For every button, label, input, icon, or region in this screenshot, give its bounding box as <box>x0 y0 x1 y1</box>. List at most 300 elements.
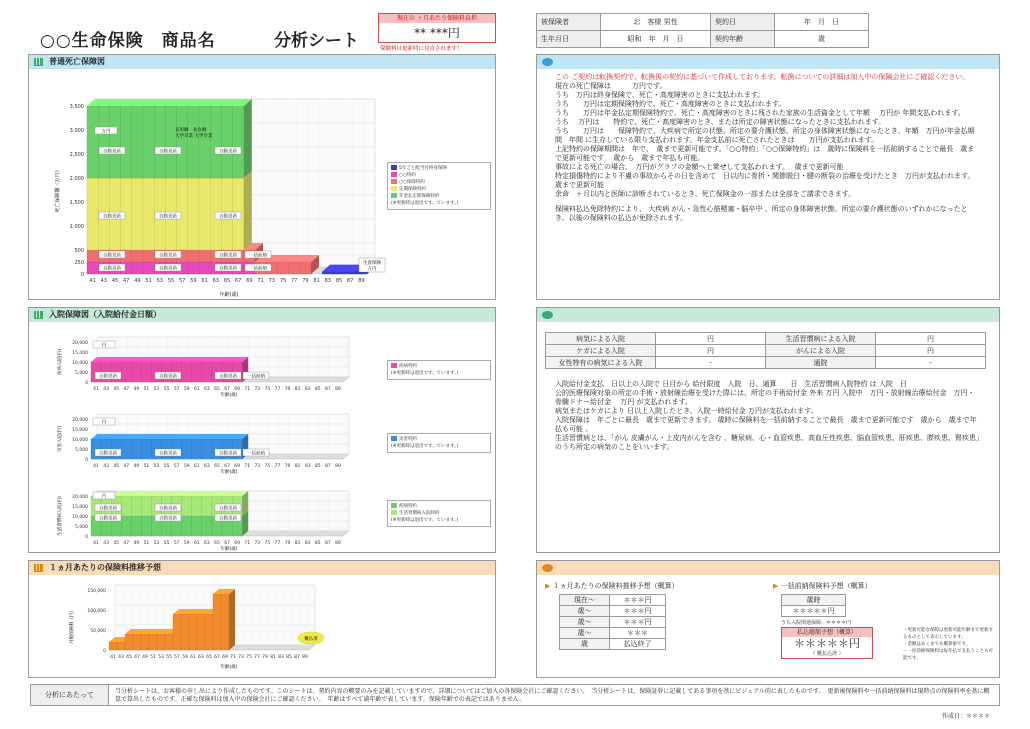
analysis-footer <box>30 684 1000 706</box>
insured-label: 被保険者 <box>537 14 601 31</box>
table-cell: 病気による入院 <box>546 333 656 345</box>
x-tick-label: 53 <box>156 278 163 284</box>
chip-label: 自動更新 <box>219 214 237 220</box>
monthly-estimate-title: ▶ １ヵ月あたりの保険料推移予想（概算） <box>545 582 679 590</box>
chip-label: 万円 <box>101 129 111 135</box>
bar-segment <box>143 106 154 178</box>
x-tick-label: 71 <box>257 278 264 284</box>
x-tick-label: 87 <box>325 387 331 392</box>
bar-segment <box>345 272 356 274</box>
chip-label: 自動更新 <box>219 451 237 457</box>
bar-side <box>244 171 252 250</box>
bar-segment <box>192 439 202 459</box>
bar-segment <box>189 614 197 650</box>
explanation-line: 現在の死亡保障は 万円です。 <box>555 82 667 90</box>
chip-label: 自動更新 <box>219 266 237 272</box>
x-axis-label: 年齢(歳) <box>220 393 238 398</box>
x-tick-label: 83 <box>324 278 331 284</box>
hospital-benefit-table <box>545 332 986 369</box>
bar-segment <box>213 594 221 650</box>
y-axis-label: 生活習慣病入院(円) <box>58 496 63 536</box>
hospital-panel <box>28 307 496 553</box>
x-tick-label: 87 <box>294 655 300 660</box>
x-tick-label: 59 <box>190 278 197 284</box>
x-tick-label: 69 <box>234 387 241 392</box>
x-tick-label: 79 <box>284 541 291 546</box>
x-tick-label: 69 <box>246 278 253 284</box>
table-row <box>560 606 666 617</box>
accident-hospital-chart <box>29 403 409 475</box>
chip-label: 自動更新 <box>159 516 177 522</box>
lump-inner-note: うち入院関連保障：＊＊＊＊円 <box>781 620 852 626</box>
x-tick-label: 77 <box>291 278 298 284</box>
total-estimate-box <box>781 627 873 659</box>
x-tick-label: 43 <box>100 278 107 284</box>
bar-segment <box>277 262 288 274</box>
explanation-line: 特定損傷特約により不慮の事故からその日を含めて 日以内に骨折・関節脱臼・腱の断裂の治療を受けたとき 万円が支払われます。 歳まで更新可能 <box>555 172 985 189</box>
pension-label: 万円 <box>367 267 377 272</box>
x-tick-label: 45 <box>113 541 120 546</box>
x-tick-label: 61 <box>193 541 200 546</box>
x-tick-label: 73 <box>254 464 261 469</box>
chip-label: 自動更新 <box>159 374 177 380</box>
x-tick-label: 83 <box>304 541 311 546</box>
explanation-line: うち 万円は年金払定期保険特約で、死亡・高度障害のときに残された家族の生活資金として年額 万円が 年間支払われます。 <box>555 109 965 117</box>
x-tick-label: 81 <box>294 387 301 392</box>
x-tick-label: 63 <box>204 541 210 546</box>
chip-label: 自動更新 <box>103 253 121 259</box>
y-tick-label: 2,000 <box>69 176 84 182</box>
death-explanation <box>537 69 999 223</box>
bar-segment <box>188 178 199 250</box>
table-row <box>546 357 986 369</box>
x-tick-label: 57 <box>173 541 180 546</box>
x-tick-label: 71 <box>230 655 236 660</box>
legend-note: (※更新時は退出です、ています。) <box>391 518 459 523</box>
x-tick-label: 53 <box>153 387 160 392</box>
premium-value: ** ***円 <box>414 26 460 40</box>
chip-label: 円 <box>101 343 107 349</box>
x-tick-label: 55 <box>163 387 170 392</box>
explanation-line: 余命 ヶ月以内と医師に診断されているとき、死亡保険金の一部または全部をご請求できます。 <box>555 190 856 198</box>
y-axis-label: 災害入院(円) <box>58 425 63 453</box>
x-tick-label: 51 <box>143 541 150 546</box>
x-tick-label: 47 <box>123 541 130 546</box>
table-cell: 円 <box>656 333 766 345</box>
bar-segment <box>192 496 202 516</box>
bar-chart-icon <box>34 564 43 572</box>
paid-label: 概払済 <box>304 637 318 642</box>
x-tick-label: 67 <box>224 387 230 392</box>
x-tick-label: 51 <box>143 464 150 469</box>
x-tick-label: 59 <box>183 541 190 546</box>
bar-segment <box>165 106 176 178</box>
sheet-title: 分析シート <box>274 31 359 51</box>
chip-label: 自動更新 <box>159 214 177 220</box>
bar-segment <box>131 439 141 459</box>
x-tick-label: 79 <box>284 464 291 469</box>
y-tick-label: 3,500 <box>69 104 84 110</box>
x-tick-label: 89 <box>335 387 341 392</box>
table-cell: - <box>876 357 986 369</box>
death-panel-title: 普通死亡保障図 <box>49 57 105 66</box>
bar-segment <box>109 106 120 178</box>
x-tick-label: 61 <box>190 655 196 660</box>
chip-label: 自動更新 <box>103 149 121 155</box>
legend-item: 定期保険特約 <box>391 186 487 193</box>
x-tick-label: 55 <box>163 541 170 546</box>
x-tick-label: 59 <box>182 655 188 660</box>
y-tick-label: 15,000 <box>72 428 88 433</box>
x-tick-label: 71 <box>244 464 251 469</box>
x-tick-label: 85 <box>314 387 321 392</box>
bar-segment <box>154 106 165 178</box>
chip-label: 自動更新 <box>159 253 177 259</box>
x-tick-label: 43 <box>118 655 124 660</box>
x-tick-label: 73 <box>238 655 244 660</box>
y-axis-label: 死亡保障額（万円） <box>55 167 61 213</box>
speech-bubble-icon <box>542 58 553 66</box>
x-tick-label: 79 <box>302 278 309 284</box>
chip-label: 自動更新 <box>219 506 237 512</box>
lump-estimate-title: ▶ 一括前納保険料予想（概算） <box>773 582 872 590</box>
y-tick-label: 100,000 <box>87 609 106 614</box>
bar-segment <box>165 634 173 650</box>
disease-legend <box>387 360 491 380</box>
bar-segment <box>143 262 154 274</box>
death-protection-panel <box>28 54 496 300</box>
table-cell: 生活習慣病による入院 <box>766 333 876 345</box>
bar-segment <box>202 496 212 516</box>
birth-value: 昭和 年 月 日 <box>601 31 711 48</box>
disease-hospital-chart <box>29 326 409 398</box>
chip-label: 自動更新 <box>99 516 117 522</box>
y-tick-label: 2,500 <box>69 152 84 158</box>
explanation-line: 上記特約の保障期間は 年で、 歳まで更新可能です。「○○特約」「○○保障特約」は 歳時に保険料を一括前納することで最長 歳まで更新可能です 歳から 歳まで年払も可能。 <box>555 145 975 162</box>
explanation-line: 公的医療保険対象の所定の手術・放射線治療を受けた際には、所定の手術給付金 外来 万円 入院中 万円・放射線治療給付金 万円・骨髄ドナー給付金 万円 が支払われます。 <box>555 389 975 406</box>
estimate-panel <box>536 560 1000 678</box>
death-panel-header <box>29 55 495 69</box>
x-tick-label: 65 <box>214 541 220 546</box>
legend-item: 5年ごと配当付終身保険 <box>391 165 487 172</box>
chip-label: 一括前納 <box>247 451 265 457</box>
x-tick-label: 67 <box>235 278 242 284</box>
note-line: ・一括前納保険料は毎年払で支払うことも可能です。 <box>903 649 993 661</box>
age-marker-label: 長男継 長女継 <box>175 128 207 133</box>
bar-segment <box>98 106 109 178</box>
x-tick-label: 57 <box>173 387 180 392</box>
x-tick-label: 75 <box>264 387 271 392</box>
x-tick-label: 53 <box>153 464 160 469</box>
bar-segment <box>188 106 199 178</box>
chip-label: 自動更新 <box>219 374 237 380</box>
x-tick-label: 89 <box>302 655 308 660</box>
lump-age: 歳時 <box>782 595 846 606</box>
bar-segment <box>141 496 151 516</box>
hospital-text-header <box>537 308 999 322</box>
bar-side <box>229 589 235 650</box>
premium-panel <box>28 560 496 678</box>
x-tick-label: 85 <box>286 655 292 660</box>
x-tick-label: 55 <box>167 278 175 284</box>
explanation-line: うち 万円は終身保険で、死亡・高度障害のときに支払われます。 <box>555 91 765 99</box>
x-tick-label: 51 <box>150 655 156 660</box>
x-tick-label: 41 <box>93 464 99 469</box>
bar-chart-icon <box>34 311 43 319</box>
y-tick-label: 15,000 <box>72 505 88 510</box>
bar-segment <box>192 362 202 382</box>
bar-segment <box>199 250 210 262</box>
table-row <box>546 345 986 357</box>
bar-segment <box>181 614 189 650</box>
birth-label: 生年月日 <box>537 31 601 48</box>
chip-label: 自動更新 <box>99 451 117 457</box>
table-cell: 歳～ <box>560 606 610 617</box>
table-cell: がんによる入院 <box>766 345 876 357</box>
bar-segment <box>131 496 141 516</box>
x-tick-label: 61 <box>193 464 200 469</box>
x-tick-label: 69 <box>234 464 241 469</box>
chip-label: 自動更新 <box>159 451 177 457</box>
legend-item: 災害特約 <box>391 436 487 443</box>
hospital-explanation <box>537 376 999 452</box>
x-tick-label: 79 <box>262 655 268 660</box>
bar-segment <box>132 178 143 250</box>
bar-segment <box>141 362 151 382</box>
lifestyle-hospital-chart <box>29 480 409 552</box>
x-tick-label: 49 <box>134 278 141 284</box>
table-row <box>560 639 666 650</box>
chip-label: 自動更新 <box>99 506 117 512</box>
hospital-panel-header <box>29 308 495 322</box>
chip-label: 自動更新 <box>159 506 177 512</box>
explanation-line: 入院給付金支払 日以上の入院で 日目から 給付限度 入院 日、通算 日 生活習慣病入院特約 は 入院 日 <box>555 380 907 388</box>
table-cell: 払込終了 <box>610 639 666 650</box>
table-cell: - <box>656 357 766 369</box>
x-tick-label: 47 <box>123 464 130 469</box>
note-line: ・更新可能な保障は更新可能年齢まで更新するものとして表示しています。 <box>903 628 993 640</box>
bar-segment <box>333 272 344 274</box>
x-tick-label: 63 <box>198 655 204 660</box>
bar-segment <box>121 516 131 536</box>
bar-segment <box>121 362 131 382</box>
x-tick-label: 79 <box>284 387 291 392</box>
x-tick-label: 45 <box>111 278 119 284</box>
y-tick-label: 5,000 <box>75 525 88 530</box>
explanation-line: 事故による死亡の場合、 万円がグラフの金額へ上乗せして支払われます。 歳まで更新可能 <box>555 163 844 171</box>
y-axis-label: 疾病入院(円) <box>58 348 63 376</box>
y-tick-label: 5,000 <box>75 448 88 453</box>
x-tick-label: 67 <box>214 655 220 660</box>
table-cell: 円 <box>876 345 986 357</box>
legend-item: ○○保障特約 <box>391 179 487 186</box>
premium-chart <box>29 576 495 678</box>
bar-segment <box>121 106 132 178</box>
premium-panel-header <box>29 561 495 575</box>
bar-segment <box>87 250 98 262</box>
x-tick-label: 51 <box>143 387 150 392</box>
x-tick-label: 87 <box>347 278 354 284</box>
creation-date: 作成日：＊＊＊＊ <box>942 713 991 720</box>
bar-side <box>244 99 252 178</box>
x-tick-label: 55 <box>166 655 172 660</box>
bar-segment <box>197 614 205 650</box>
pension-label: 生涯保険 <box>363 261 381 266</box>
lump-amount: ＊＊＊＊＊円 <box>782 606 846 617</box>
x-tick-label: 59 <box>183 387 190 392</box>
x-tick-label: 43 <box>103 541 109 546</box>
table-cell: 円 <box>656 345 766 357</box>
bar-segment <box>141 439 151 459</box>
x-tick-label: 87 <box>325 464 331 469</box>
bar-segment <box>289 262 300 274</box>
x-axis-label: 年齢(歳) <box>220 665 238 670</box>
explanation-line: うち 万円は定期保険特約で、死亡・高度障害のときに支払われます。 <box>555 100 786 108</box>
legend-note: (※更新時は退出です、ています。) <box>391 371 459 376</box>
x-tick-label: 77 <box>274 464 281 469</box>
y-tick-label: 20,000 <box>72 418 88 423</box>
chip-label: 円 <box>101 420 107 426</box>
bar-segment <box>192 516 202 536</box>
note-line: ・金額はあくまでも概算値です。 <box>903 642 971 647</box>
lifestyle-legend <box>387 500 491 527</box>
explanation-line: うち 万円は 保障特約で、大疾病で所定の状態、所定の要介護状態、所定の身体障害状態になったとき、年額 万円が年金払期間 年間 に生存している限り支払われます。年金支払前に死亡されたときは 万円が支払われます。 <box>555 127 975 144</box>
death-text-panel <box>536 54 1000 300</box>
bar-segment <box>87 106 98 178</box>
contract-date-label: 契約日 <box>711 14 775 31</box>
bar-segment <box>202 362 212 382</box>
x-tick-label: 41 <box>93 387 99 392</box>
bar-segment <box>87 178 98 250</box>
x-tick-label: 47 <box>134 655 140 660</box>
bar-segment <box>322 272 333 274</box>
x-tick-label: 83 <box>304 464 311 469</box>
chip-label: 自動更新 <box>159 266 177 272</box>
table-row <box>546 333 986 345</box>
bar-segment <box>188 262 199 274</box>
x-tick-label: 49 <box>133 387 140 392</box>
product-title: ○○生命保険 商品名 <box>40 31 216 51</box>
x-tick-label: 83 <box>304 387 311 392</box>
bar-segment <box>132 262 143 274</box>
x-tick-label: 61 <box>193 387 200 392</box>
insured-info-table <box>536 13 869 48</box>
bar-segment <box>202 439 212 459</box>
bar-segment <box>221 594 229 650</box>
x-tick-label: 45 <box>113 387 120 392</box>
x-tick-label: 89 <box>358 278 365 284</box>
table-cell: 歳～ <box>560 617 610 628</box>
x-tick-label: 75 <box>246 655 252 660</box>
bar-segment <box>182 516 192 536</box>
x-tick-label: 47 <box>123 278 130 284</box>
death-legend <box>387 162 491 210</box>
total-sub: （ 概払込済 ） <box>810 651 844 657</box>
estimate-panel-header <box>537 561 999 575</box>
bar-segment <box>210 106 221 178</box>
chip-label: 一括前納 <box>249 253 267 259</box>
chip-label: 円 <box>101 494 107 500</box>
bar-segment <box>182 496 192 516</box>
explanation-line: うち 万円は 特約で、死亡・高度障害のとき、または所定の障害状態になったときに支払われます。 <box>555 118 886 126</box>
x-tick-label: 45 <box>113 464 120 469</box>
speech-bubble-icon <box>542 564 553 572</box>
x-axis-label: 年齢(歳) <box>220 470 238 475</box>
y-tick-label: 500 <box>74 248 84 254</box>
bar-segment <box>202 516 212 536</box>
y-tick-label: 0 <box>80 272 84 278</box>
bar-segment <box>188 250 199 262</box>
table-cell: 歳～ <box>560 628 610 639</box>
legend-note: (※更新時は退出です、ています。) <box>391 201 459 206</box>
x-tick-label: 87 <box>325 541 331 546</box>
y-tick-label: 250 <box>74 260 84 266</box>
chip-label: 一括前納 <box>249 266 267 272</box>
x-tick-label: 43 <box>103 387 109 392</box>
bar-segment <box>125 634 133 650</box>
y-tick-label: 0 <box>85 381 88 386</box>
x-tick-label: 45 <box>126 655 132 660</box>
bar-segment <box>121 496 131 516</box>
chip-label: 一括前納 <box>247 374 265 380</box>
triangle-icon: ▶ <box>773 582 779 590</box>
x-tick-label: 75 <box>264 541 271 546</box>
y-tick-label: 1,000 <box>69 224 84 230</box>
x-tick-label: 77 <box>274 387 281 392</box>
x-tick-label: 41 <box>110 655 116 660</box>
x-tick-label: 49 <box>133 464 140 469</box>
x-tick-label: 63 <box>204 464 210 469</box>
x-axis-label: 年齢(歳) <box>219 292 239 298</box>
bar-segment <box>109 642 117 650</box>
x-tick-label: 67 <box>224 464 230 469</box>
x-tick-label: 81 <box>294 541 301 546</box>
x-tick-label: 41 <box>89 278 96 284</box>
x-tick-label: 81 <box>270 655 276 660</box>
bar-segment <box>182 362 192 382</box>
table-row <box>560 628 666 639</box>
bar-segment <box>133 634 141 650</box>
x-tick-label: 41 <box>93 541 99 546</box>
legend-item: 疾病特約 <box>391 503 487 510</box>
table-row <box>560 595 666 606</box>
x-tick-label: 71 <box>244 541 251 546</box>
bar-segment <box>132 250 143 262</box>
estimate-notes <box>903 627 997 662</box>
y-axis-label: 月額保険料（円） <box>70 608 75 644</box>
table-cell: ＊＊＊円 <box>610 617 666 628</box>
bar-segment <box>157 634 165 650</box>
x-tick-label: 65 <box>223 278 231 284</box>
y-tick-label: 5,000 <box>75 371 88 376</box>
contract-date-value: 年 月 日 <box>775 14 869 31</box>
x-tick-label: 75 <box>279 278 287 284</box>
y-tick-label: 50,000 <box>90 629 106 634</box>
x-tick-label: 67 <box>224 541 230 546</box>
conversion-notice: この ご契約は転換契約で、転換後の契約に基づいて作成しております。転換についての詳細は加入中の保険会社にご確認ください。 <box>555 73 970 81</box>
hospital-panel-title: 入院保障図（入院給付金日額） <box>49 310 161 319</box>
y-tick-label: 0 <box>103 649 106 654</box>
premium-note: 保険料は更新時に見直されます！ <box>380 46 463 52</box>
insured-value: お 客様 男性 <box>601 14 711 31</box>
y-tick-label: 150,000 <box>87 589 106 594</box>
table-cell: ＊＊＊円 <box>610 606 666 617</box>
legend-note: (※更新時は退出です、ています。) <box>391 444 459 449</box>
x-tick-label: 89 <box>335 541 341 546</box>
y-tick-label: 3,000 <box>69 128 84 134</box>
chip-label: 自動更新 <box>219 253 237 259</box>
chip-label: 自動更新 <box>159 149 177 155</box>
